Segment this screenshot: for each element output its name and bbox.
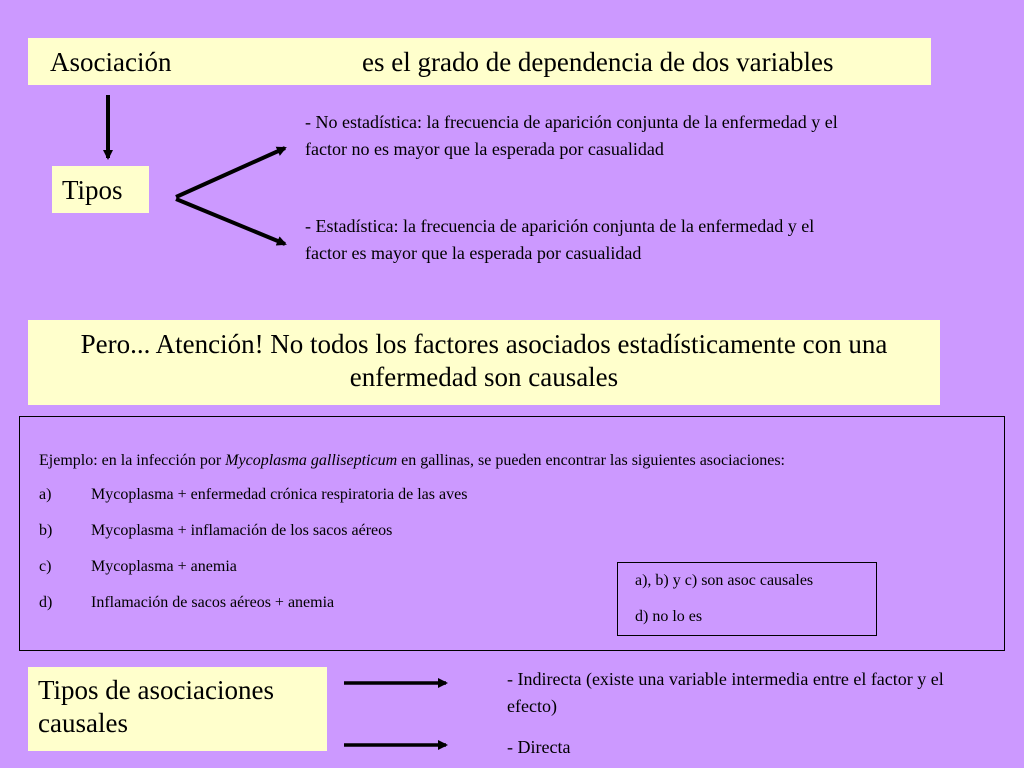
asociacion-definition: es el grado de dependencia de dos variables <box>362 47 834 77</box>
list-item-text: Mycoplasma + inflamación de los sacos aéreos <box>91 522 393 539</box>
warning-box <box>28 320 940 405</box>
arrow-tipos-estadistica <box>176 199 285 244</box>
asociacion-box <box>28 38 931 85</box>
list-item-text: Mycoplasma + enfermedad crónica respiratoria de las aves <box>91 486 468 503</box>
conclusion-box <box>617 562 877 636</box>
list-item-label: c) <box>39 558 52 575</box>
warning-text: Pero... Atención! No todos los factores asociados estadísticamente con una enfermedad son causales <box>80 329 888 392</box>
list-item-label: b) <box>39 522 53 539</box>
tipos-label: Tipos <box>62 175 123 205</box>
causal-indirecta: - Indirecta (existe una variable intermedia entre el factor y el efecto) <box>507 669 944 716</box>
list-item-label: a) <box>39 486 52 503</box>
tipos-box <box>52 166 149 213</box>
causal-types-label: Tipos de asociaciones causales <box>38 675 274 738</box>
conclusion-causal: a), b) y c) son asoc causales <box>635 572 814 589</box>
list-item-label: d) <box>39 594 53 611</box>
list-item-text: Mycoplasma + anemia <box>91 558 237 575</box>
causal-types-box <box>28 667 327 751</box>
list-item-text: Inflamación de sacos aéreos + anemia <box>91 594 335 611</box>
example-intro-organism: Mycoplasma gallisepticum <box>225 452 398 469</box>
example-intro <box>39 449 785 473</box>
asociacion-term: Asociación <box>50 47 172 77</box>
example-box <box>19 416 1005 651</box>
example-intro-end: en gallinas, se pueden encontrar las siguientes asociaciones: <box>397 452 785 469</box>
type-no-estadistica: - No estadística: la frecuencia de aparición conjunta de la enfermedad y el factor no es mayor que la esperada por casualidad <box>305 112 838 159</box>
example-intro-start: Ejemplo: en la infección por <box>39 452 226 469</box>
conclusion-not-causal: d) no lo es <box>635 608 703 625</box>
type-estadistica: - Estadística: la frecuencia de aparición conjunta de la enfermedad y el factor es mayor que la esperada por casualidad <box>305 216 815 263</box>
arrow-tipos-no-estadistica <box>176 148 285 197</box>
causal-directa: - Directa <box>507 737 571 757</box>
